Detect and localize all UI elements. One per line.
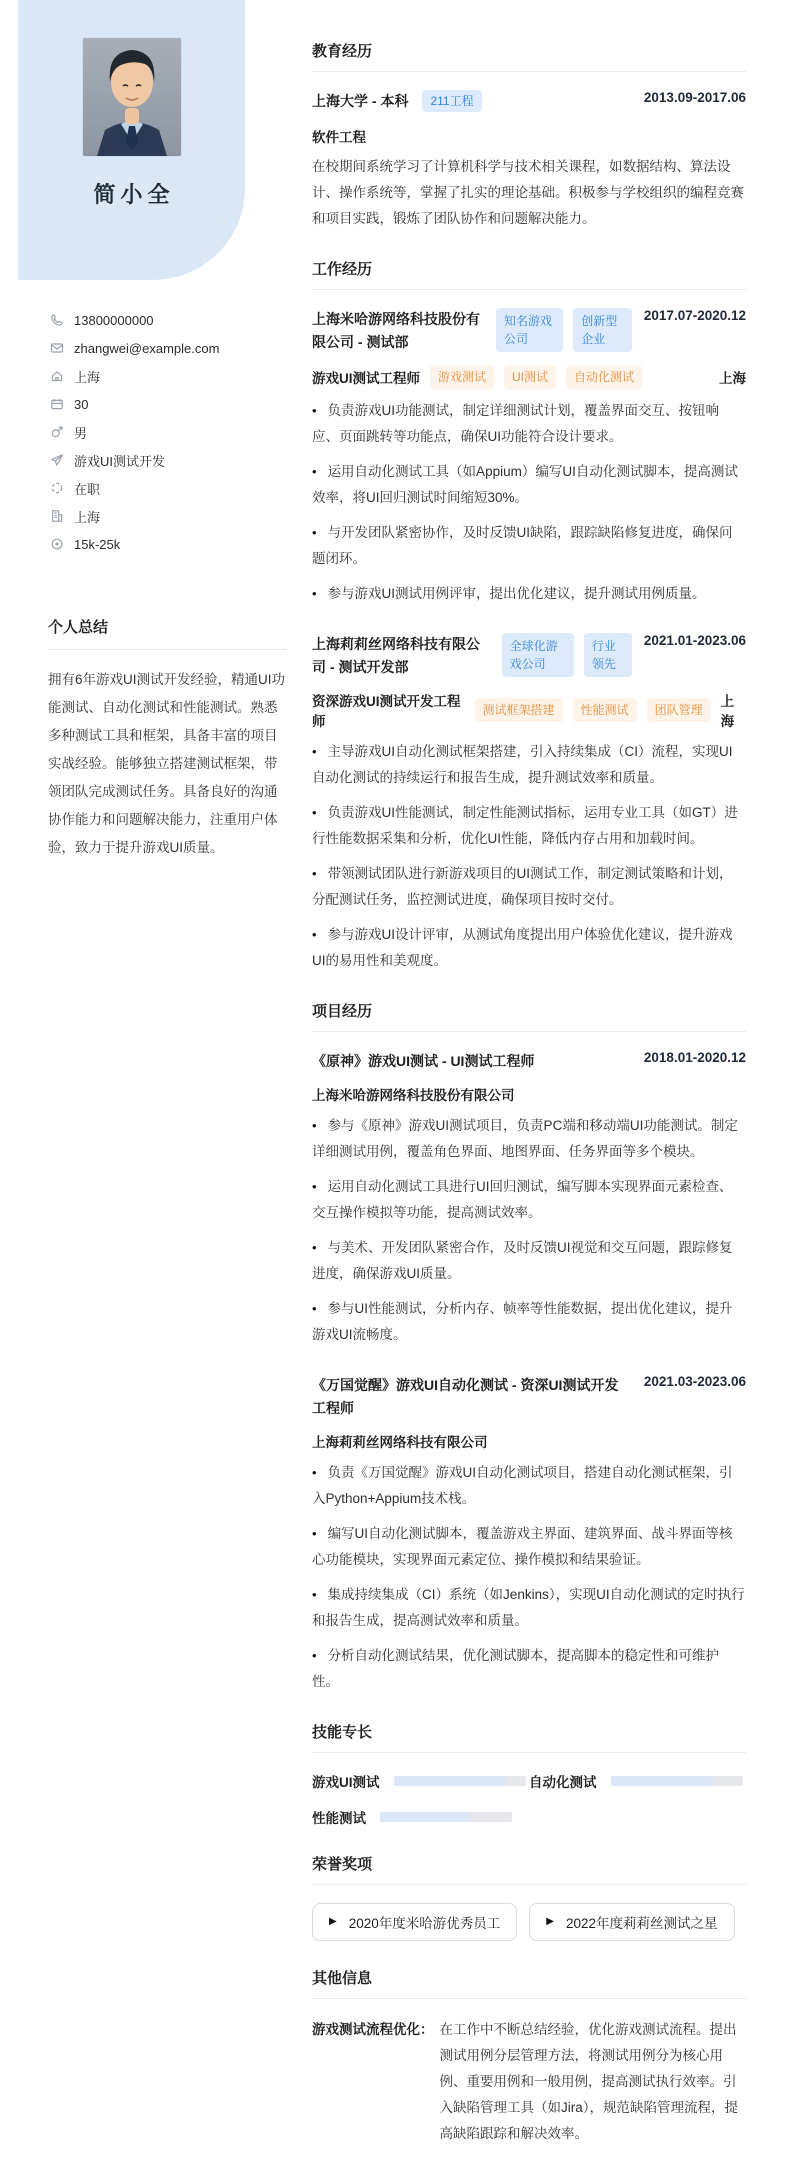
- education-title: 教育经历: [312, 40, 746, 72]
- summary-title: 个人总结: [48, 616, 286, 650]
- work-bullet: • 主导游戏UI自动化测试框架搭建，引入持续集成（CI）流程，实现UI自动化测试的持续运行和报告生成，提升测试效率和质量。: [312, 739, 746, 791]
- status-icon: [50, 481, 64, 495]
- contact-value: 在职: [74, 481, 101, 497]
- skill-bar: [380, 1812, 512, 1822]
- candidate-name: 简小全: [93, 182, 175, 207]
- profile-photo: [83, 38, 181, 156]
- salary-icon: [50, 537, 64, 551]
- work-bullet: • 负责游戏UI功能测试，制定详细测试计划，覆盖界面交互、按钮响应、页面跳转等功能点，确保UI功能符合设计要求。: [312, 398, 746, 450]
- company-name: 上海莉莉丝网络科技有限公司 - 测试开发部: [312, 636, 480, 675]
- company-name: 上海米哈游网络科技股份有限公司 - 测试部: [312, 311, 480, 350]
- projects-section: [312, 1000, 746, 1695]
- age-icon: [50, 397, 64, 411]
- skill-bar: [611, 1776, 743, 1786]
- project-bullet: • 运用自动化测试工具进行UI回归测试，编写脚本实现界面元素检查、交互操作模拟等功能，提高测试效率。: [312, 1174, 746, 1226]
- play-icon: ▶: [546, 1916, 554, 1928]
- home-icon: [50, 369, 64, 383]
- project-bullet: • 集成持续集成（CI）系统（如Jenkins），实现UI自动化测试的定时执行和报告生成，提高测试效率和质量。: [312, 1582, 746, 1634]
- school-name: 上海大学 - 本科: [312, 93, 409, 109]
- skill-bar-fill: [380, 1812, 470, 1822]
- profile-panel: [18, 0, 245, 280]
- work-bullet: • 运用自动化测试工具（如Appium）编写UI自动化测试脚本，提高测试效率，将UI回归测试时间缩短30%。: [312, 459, 746, 511]
- project-name: 《原神》游戏UI测试 - UI测试工程师: [312, 1052, 535, 1069]
- role-tag: 自动化测试: [566, 365, 642, 389]
- project-company: 上海莉莉丝网络科技有限公司: [312, 1435, 488, 1451]
- project-bullet: • 参与UI性能测试，分析内存、帧率等性能数据，提出优化建议，提升游戏UI流畅度。: [312, 1296, 746, 1348]
- contact-value: 13800000000: [74, 312, 154, 328]
- skill-item: [529, 1771, 746, 1791]
- projects-title: 项目经历: [312, 1000, 746, 1032]
- work-section: [312, 258, 746, 974]
- main-column: [300, 0, 794, 2173]
- role-tag: 团队管理: [647, 698, 711, 722]
- company-tag: 全球化游戏公司: [502, 633, 574, 677]
- mail-icon: [50, 341, 64, 355]
- project-date: 2021.03-2023.06: [643, 1374, 746, 1390]
- project-bullet: • 分析自动化测试结果，优化测试脚本，提高脚本的稳定性和可维护性。: [312, 1643, 746, 1695]
- work-bullet: • 参与游戏UI测试用例评审，提出优化建议，提升测试用例质量。: [312, 581, 746, 607]
- skill-name: 游戏UI测试: [312, 1775, 380, 1791]
- other-info-section: [312, 1967, 746, 2147]
- work-bullet: • 带领测试团队进行新游戏项目的UI测试工作，制定测试策略和计划，分配测试任务，监控测试进度，确保项目按时交付。: [312, 861, 746, 913]
- contact-value: 上海: [74, 509, 101, 525]
- contact-status: [50, 474, 300, 502]
- education-description: 在校期间系统学习了计算机科学与技术相关课程，如数据结构、算法设计、操作系统等，掌握了扎实的理论基础。积极参与学校组织的编程竞赛和项目实践，锻炼了团队协作和问题解决能力。: [312, 159, 744, 227]
- project-bullet: • 与美术、开发团队紧密合作，及时反馈UI视觉和交互问题，跟踪修复进度，确保游戏UI质量。: [312, 1235, 746, 1287]
- company-tag: 知名游戏公司: [496, 308, 563, 352]
- project-bullet: • 负责《万国觉醒》游戏UI自动化测试项目，搭建自动化测试框架，引入Python+Appium技术栈。: [312, 1460, 746, 1512]
- honors-section: [312, 1853, 746, 1941]
- project-bullet: • 编写UI自动化测试脚本，覆盖游戏主界面、建筑界面、战斗界面等核心功能模块，实现界面元素定位、操作模拟和结果验证。: [312, 1521, 746, 1573]
- job-title: 资深游戏UI测试开发工程师: [312, 693, 461, 729]
- skill-bar-fill: [611, 1776, 714, 1786]
- phone-icon: [50, 313, 64, 327]
- skill-bar-fill: [394, 1776, 506, 1786]
- other-info-text: 在工作中不断总结经验，优化游戏测试流程。提出测试用例分层管理方法，将测试用例分为核心用例、重要用例和一般用例，提高测试执行效率。引入缺陷管理工具（如Jira），规范缺陷管理流程，提高缺陷跟踪和解决效率。: [439, 2022, 739, 2142]
- role-tag: 测试框架搭建: [475, 698, 563, 722]
- role-tag: 性能测试: [573, 698, 637, 722]
- skills-title: 技能专长: [312, 1721, 746, 1753]
- objective-icon: [50, 453, 64, 467]
- play-icon: ▶: [329, 1916, 337, 1928]
- work-date: 2017.07-2020.12: [643, 308, 746, 324]
- role-tag: 游戏测试: [430, 365, 494, 389]
- work-location: 上海: [719, 371, 746, 387]
- sidebar: [0, 0, 300, 2173]
- education-date: 2013.09-2017.06: [643, 90, 746, 105]
- contact-phone: [50, 306, 300, 334]
- work-bullet: • 负责游戏UI性能测试，制定性能测试指标，运用专业工具（如GT）进行性能数据采集和分析，优化UI性能，降低内存占用和加载时间。: [312, 800, 746, 852]
- work-date: 2021.01-2023.06: [643, 633, 746, 649]
- skill-name: 自动化测试: [529, 1775, 597, 1791]
- honor-item-button[interactable]: [312, 1903, 517, 1941]
- education-section: [312, 40, 746, 232]
- company-tag: 行业领先: [584, 633, 632, 677]
- project-entry: [312, 1050, 746, 1348]
- portrait-placeholder: [83, 38, 181, 156]
- work-bullet: • 参与游戏UI设计评审，从测试角度提出用户体验优化建议，提升游戏UI的易用性和美观度。: [312, 922, 746, 974]
- project-name: 《万国觉醒》游戏UI自动化测试 - 资深UI测试开发工程师: [312, 1377, 619, 1416]
- project-date: 2018.01-2020.12: [643, 1049, 746, 1065]
- contact-objective: [50, 446, 300, 474]
- contact-salary: [50, 530, 300, 558]
- school-badge: 211工程: [422, 90, 481, 112]
- contact-list: [50, 306, 300, 558]
- skill-name: 性能测试: [312, 1811, 366, 1827]
- work-entry: [312, 308, 746, 607]
- contact-email: [50, 334, 300, 362]
- summary-section: [48, 616, 286, 862]
- contact-value: zhangwei@example.com: [74, 340, 220, 356]
- contact-city: [50, 362, 300, 390]
- honor-label: 2020年度米哈游优秀员工: [348, 1916, 501, 1932]
- contact-value: 男: [74, 425, 88, 441]
- work-location: 上海: [720, 693, 735, 729]
- contact-gender: [50, 418, 300, 446]
- project-entry: [312, 1374, 746, 1695]
- contact-age: [50, 390, 300, 418]
- skill-item: [312, 1807, 529, 1827]
- job-title: 游戏UI测试工程师: [312, 371, 420, 387]
- honor-label: 2022年度莉莉丝测试之星: [565, 1916, 718, 1932]
- other-info-title: 其他信息: [312, 1967, 746, 1999]
- honor-item-button[interactable]: [529, 1903, 734, 1941]
- skill-bar: [394, 1776, 526, 1786]
- project-company: 上海米哈游网络科技股份有限公司: [312, 1088, 515, 1104]
- company-icon: [50, 509, 64, 523]
- contact-value: 上海: [74, 369, 101, 385]
- contact-value: 游戏UI测试开发: [74, 453, 166, 469]
- contact-value: 15k-25k: [74, 536, 121, 552]
- skill-item: [312, 1771, 529, 1791]
- summary-text: 拥有6年游戏UI测试开发经验，精通UI功能测试、自动化测试和性能测试。熟悉多种测试工具和框架，具备丰富的项目实战经验。能够独立搭建测试框架，带领团队完成测试任务。具备良好的沟通协作能力和问题解决能力，注重用户体验，致力于提升游戏UI质量。: [48, 672, 286, 855]
- contact-value: 30: [74, 396, 89, 412]
- skills-section: [312, 1721, 746, 1827]
- gender-icon: [50, 425, 64, 439]
- honors-title: 荣誉奖项: [312, 1853, 746, 1885]
- company-tag: 创新型企业: [573, 308, 632, 352]
- work-title: 工作经历: [312, 258, 746, 290]
- major: 软件工程: [312, 130, 366, 146]
- work-bullet: • 与开发团队紧密协作，及时反馈UI缺陷，跟踪缺陷修复进度，确保问题闭环。: [312, 520, 746, 572]
- work-entry: [312, 633, 746, 974]
- other-info-label: 游戏测试流程优化：: [312, 2022, 434, 2038]
- project-bullet: • 参与《原神》游戏UI测试项目，负责PC端和移动端UI功能测试。制定详细测试用例，覆盖角色界面、地图界面、任务界面等多个模块。: [312, 1113, 746, 1165]
- role-tag: UI测试: [504, 365, 556, 389]
- contact-company-city: [50, 502, 300, 530]
